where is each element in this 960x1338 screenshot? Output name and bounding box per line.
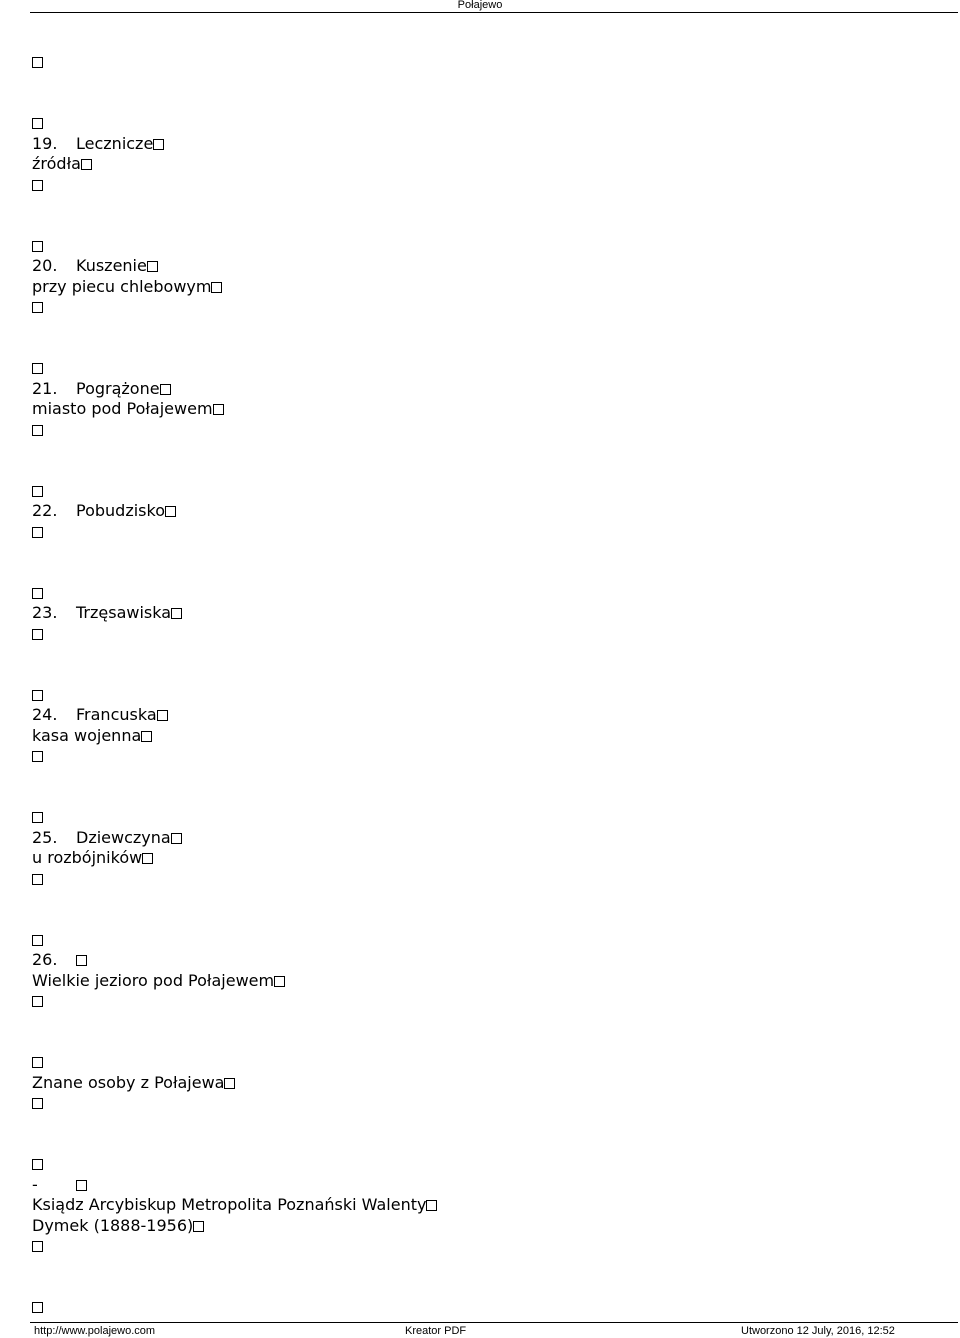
missing-glyph-box-icon (32, 1241, 43, 1252)
list-dash: - (32, 1174, 38, 1194)
missing-glyph-box-icon (32, 1302, 43, 1313)
item-number: 22. (32, 501, 58, 520)
list-item (32, 930, 932, 1012)
missing-glyph-box-icon (32, 588, 43, 599)
page-footer (0, 1318, 960, 1338)
person-name: Ksiądz Arcybiskup Metropolita Poznański Walenty (32, 1195, 427, 1214)
missing-glyph-box-icon (76, 1180, 87, 1191)
footer-url: http://www.polajewo.com (34, 1325, 156, 1337)
footer-generator: Kreator PDF (405, 1325, 467, 1337)
section-heading: Znane osoby z Połajewa (32, 1072, 225, 1092)
missing-glyph-box-icon (32, 996, 43, 1007)
item-title-continued: źródła (32, 154, 81, 173)
missing-glyph-box-icon (32, 486, 43, 497)
list-item (32, 481, 932, 543)
section (32, 1052, 932, 1114)
missing-glyph-box-icon (32, 935, 43, 946)
item-title-continued: Wielkie jezioro pod Połajewem (32, 970, 275, 990)
missing-glyph-box-icon (153, 139, 164, 150)
missing-glyph-box-icon (32, 1159, 43, 1170)
item-title-continued: u rozbójników (32, 848, 143, 867)
person-name-continued: Dymek (1888-1956) (32, 1215, 194, 1235)
document-body (32, 52, 932, 1318)
missing-glyph-box-icon (157, 710, 168, 721)
missing-glyph-box-icon (171, 833, 182, 844)
missing-glyph-box-icon (32, 812, 43, 823)
item-title-continued: miasto pod Połajewem (32, 399, 213, 418)
missing-glyph-box-icon (32, 1057, 43, 1068)
missing-glyph-box-icon (224, 1078, 235, 1089)
item-number: 21. (32, 378, 58, 398)
missing-glyph-box-icon (147, 261, 158, 272)
item-number: 20. (32, 256, 58, 275)
list-item (32, 583, 932, 645)
list-item (32, 807, 932, 889)
missing-glyph-box-icon (211, 282, 222, 293)
item-title-continued: przy piecu chlebowym (32, 276, 212, 296)
item-title: Francuska (76, 705, 157, 724)
missing-glyph-box-icon (32, 302, 43, 313)
header-title: Połajewo (457, 0, 503, 11)
missing-glyph-box-icon (193, 1221, 204, 1232)
missing-glyph-box-icon (76, 955, 87, 966)
item-title: Pogrążone (76, 378, 160, 398)
item-number: 23. (32, 603, 58, 622)
list-item (32, 358, 932, 440)
footer-created: Utworzono 12 July, 2016, 12:52 (741, 1325, 895, 1337)
header-divider (30, 12, 958, 13)
item-number: 26. (32, 950, 58, 969)
missing-glyph-box-icon (213, 404, 224, 415)
missing-glyph-box-icon (32, 241, 43, 252)
item-title: Dziewczyna (76, 827, 171, 847)
missing-glyph-box-icon (32, 425, 43, 436)
missing-glyph-box-icon (32, 527, 43, 538)
missing-glyph-box-icon (426, 1200, 437, 1211)
missing-glyph-box-icon (142, 853, 153, 864)
item-number: 24. (32, 705, 58, 724)
missing-glyph-box-icon (165, 506, 176, 517)
item-title: Pobudzisko (76, 501, 165, 520)
item-number: 25. (32, 827, 58, 847)
item-title: Trzęsawiska (76, 603, 172, 622)
person-entry (32, 1154, 932, 1257)
item-title-continued: kasa wojenna (32, 725, 142, 745)
missing-glyph-box-icon (81, 159, 92, 170)
missing-glyph-box-icon (32, 363, 43, 374)
missing-glyph-box-icon (32, 118, 43, 129)
item-title: Kuszenie (76, 256, 147, 275)
list-item (32, 685, 932, 767)
missing-glyph-box-icon (32, 629, 43, 640)
missing-glyph-box-icon (32, 180, 43, 191)
missing-glyph-box-icon (32, 874, 43, 885)
item-number: 19. (32, 133, 58, 153)
missing-glyph-box-icon (141, 731, 152, 742)
missing-glyph-box-icon (160, 384, 171, 395)
missing-glyph-box-icon (171, 608, 182, 619)
missing-glyph-box-icon (32, 751, 43, 762)
list-item (32, 236, 932, 318)
footer-divider (30, 1322, 958, 1323)
missing-glyph-box-icon (32, 57, 43, 68)
list-item (32, 113, 932, 195)
missing-glyph-box-icon (32, 690, 43, 701)
item-title: Lecznicze (76, 133, 154, 153)
missing-glyph-box-icon (274, 976, 285, 987)
missing-glyph-box-icon (32, 1098, 43, 1109)
